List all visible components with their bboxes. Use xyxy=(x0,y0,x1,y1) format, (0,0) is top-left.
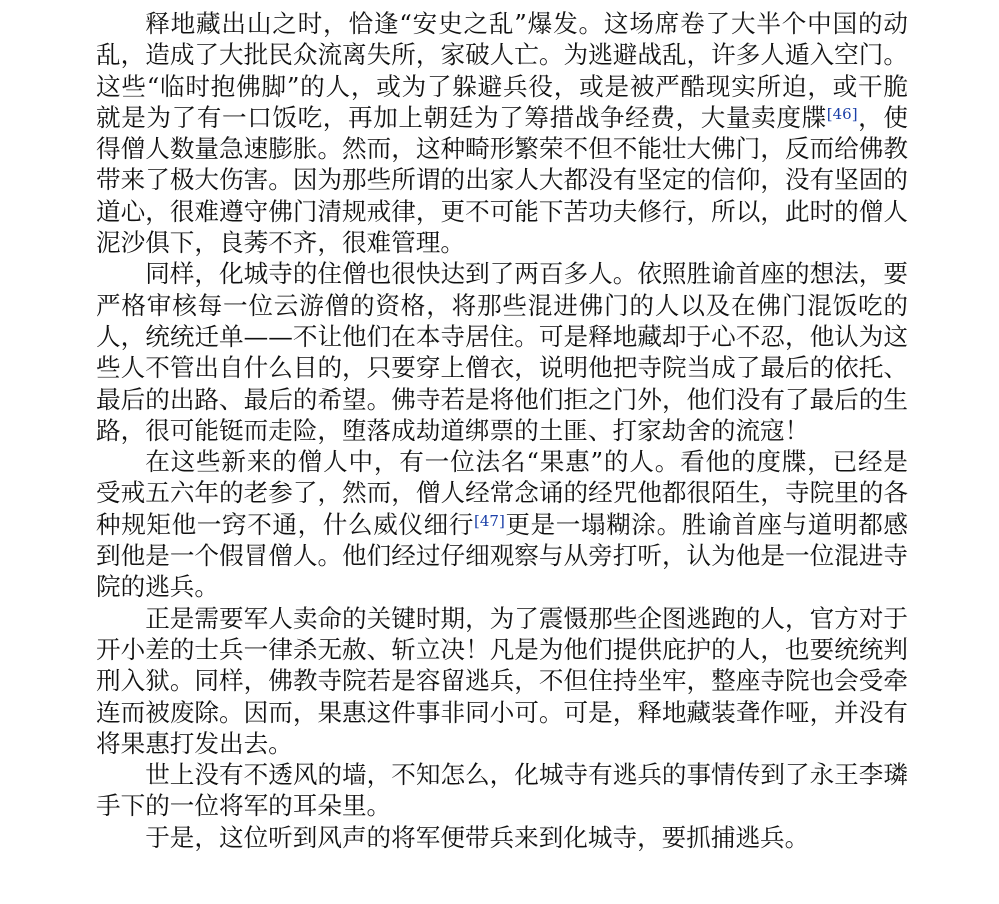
paragraph-text: 同样，化城寺的住僧也很快达到了两百多人。依照胜谕首座的想法，要严格审核每一位云游僧的资格，将那些混进佛门的人以及在佛门混饭吃的人，统统迁单——不让他们在本寺居住。可是释地藏却于心不忍，他认为这些人不管出自什么目的，只要穿上僧衣，说明他把寺院当成了最后的依托、最后的出路、最后的希望。佛寺若是将他们拒之门外，他们没有了最后的生路，很可能铤而走险，堕落成劫道绑票的土匪、打家劫舍的流寇！ xyxy=(96,259,908,445)
paragraph-4 xyxy=(96,603,908,759)
paragraph-text: 释地藏出山之时，恰逢“安史之乱”爆发。这场席卷了大半个中国的动乱，造成了大批民众流离失所，家破人亡。为逃避战乱，许多人遁入空门。这些“临时抱佛脚”的人，或为了躲避兵役，或是被严酷现实所迫，或干脆就是为了有一口饭吃，再加上朝廷为了筹措战争经费，大量卖度牒 xyxy=(96,9,908,132)
paragraph-text: 于是，这位听到风声的将军便带兵来到化城寺，要抓捕逃兵。 xyxy=(145,822,810,852)
paragraph-text: 在这些新来的僧人中，有一位法名“果惠”的人。看他的度牒，已经是受戒五六年的老参了，然而，僧人经常念诵的经咒他都很陌生，寺院里的各种规矩他一窍不通，什么威仪细行 xyxy=(96,447,908,539)
document-page xyxy=(96,8,908,898)
paragraph-3 xyxy=(96,446,908,602)
paragraph-5 xyxy=(96,759,908,822)
paragraph-2 xyxy=(96,258,908,446)
footnote-ref-47[interactable]: [47] xyxy=(474,511,505,530)
footnote-ref-46[interactable]: [46] xyxy=(826,104,858,123)
paragraph-text: 更是一塌糊涂。胜谕首座与道明都感到他是一个假冒僧人。他们经过仔细观察与从旁打听，认为他是一位混进寺院的逃兵。 xyxy=(96,509,908,602)
paragraph-text: ，使得僧人数量急速膨胀。然而，这种畸形繁荣不但不能壮大佛门，反而给佛教带来了极大伤害。因为那些所谓的出家人大都没有坚定的信仰，没有坚固的道心，很难遵守佛门清规戒律，更不可能下苦功夫修行，所以，此时的僧人泥沙俱下，良莠不齐，很难管理。 xyxy=(96,102,908,258)
paragraph-text: 正是需要军人卖命的关键时期，为了震慑那些企图逃跑的人，官方对于开小差的士兵一律杀无赦、斩立决！凡是为他们提供庇护的人，也要统统判刑入狱。同样，佛教寺院若是容留逃兵，不但住持坐牢，整座寺院也会受牵连而被废除。因而，果惠这件事非同小可。可是，释地藏装聋作哑，并没有将果惠打发出去。 xyxy=(96,603,908,758)
paragraph-text: 世上没有不透风的墙，不知怎么，化城寺有逃兵的事情传到了永王李璘手下的一位将军的耳朵里。 xyxy=(96,760,908,821)
paragraph-1 xyxy=(96,8,908,258)
paragraph-6 xyxy=(96,822,908,853)
